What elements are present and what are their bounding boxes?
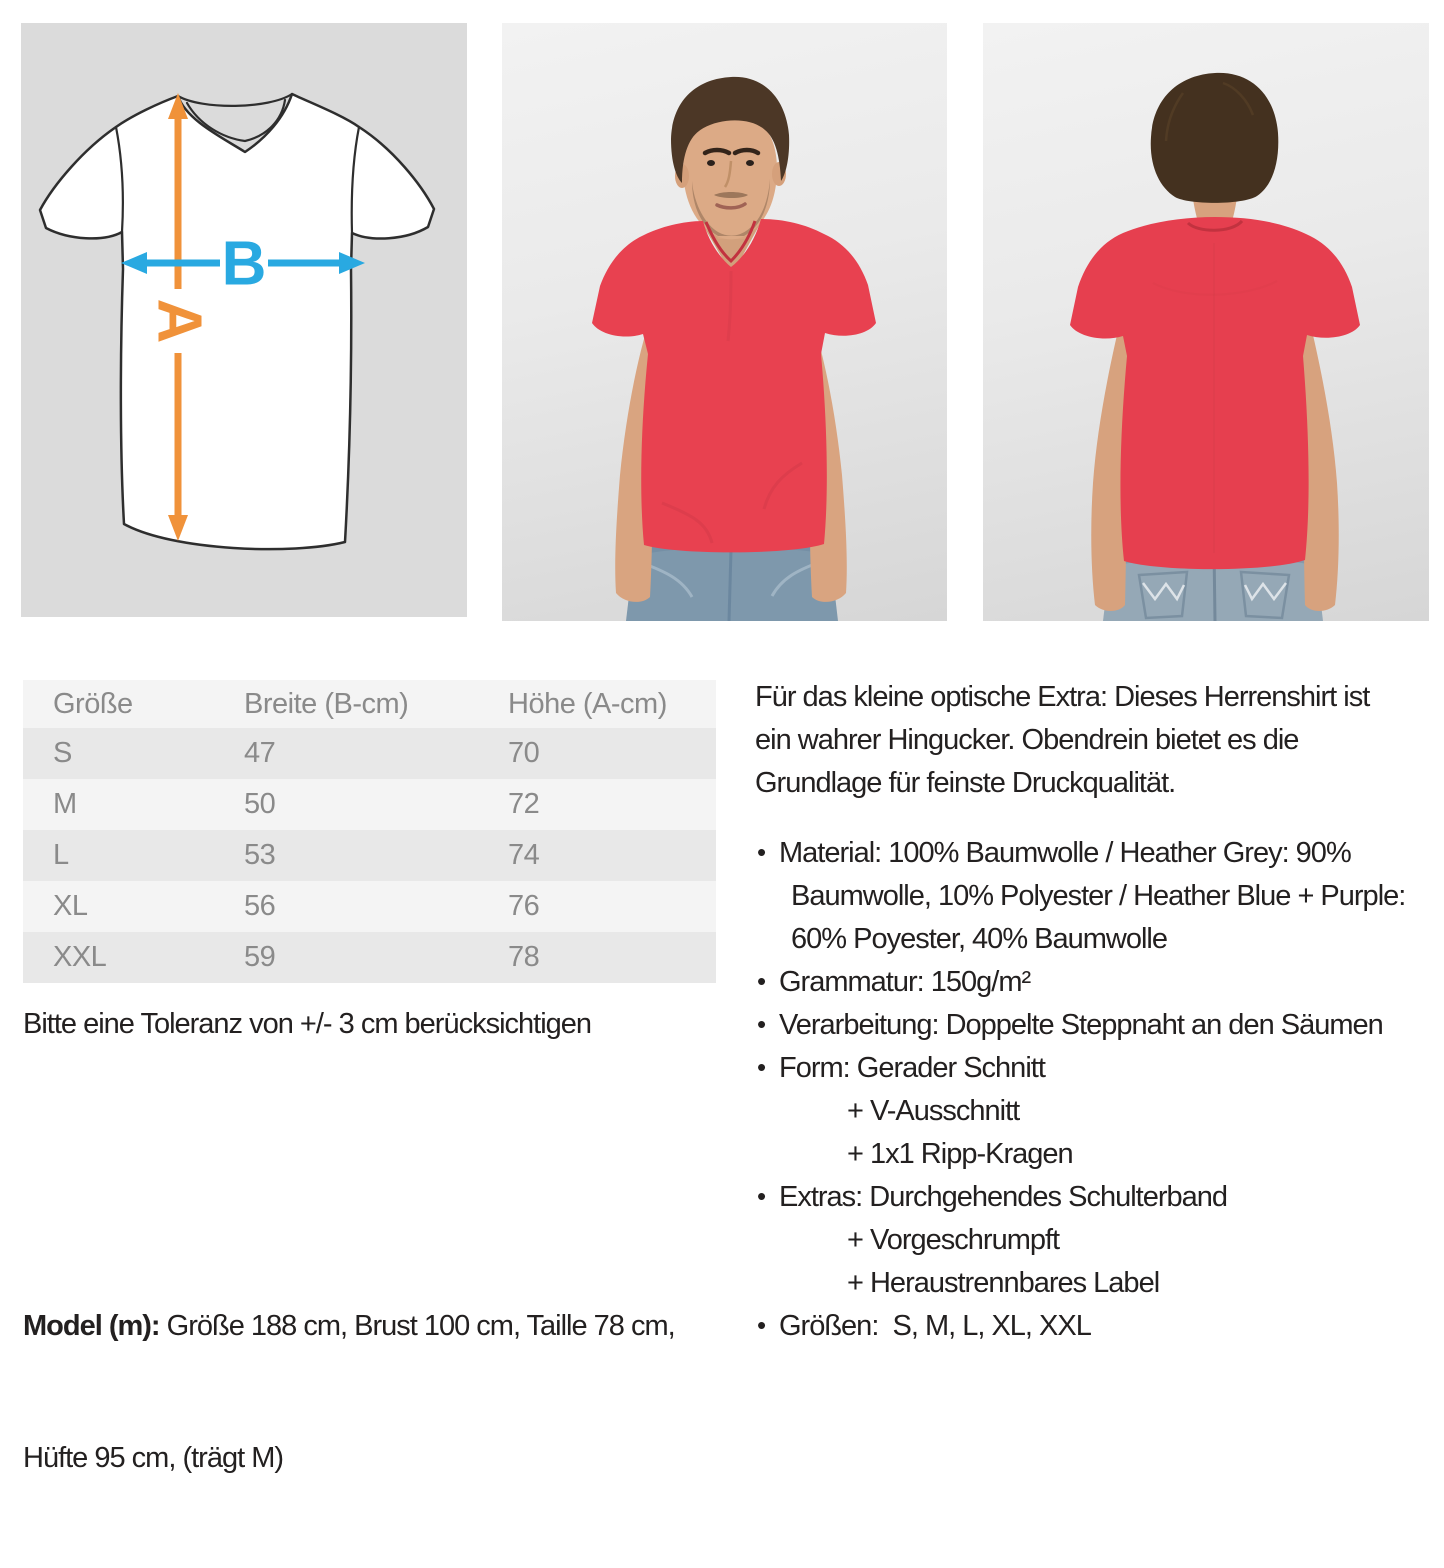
bullet-text: Extras: Durchgehendes Schulterband bbox=[779, 1181, 1228, 1213]
size-cell: XL bbox=[53, 890, 88, 922]
width-cell: 53 bbox=[244, 839, 276, 871]
bullet-item-verarbeitung bbox=[755, 1004, 1405, 1047]
bullet-item-material-cont bbox=[755, 875, 1405, 918]
desc-intro-line: ein wahrer Hingucker. Obendrein bietet es die bbox=[755, 724, 1299, 756]
size-cell: M bbox=[53, 788, 77, 820]
table-row-l bbox=[23, 830, 716, 881]
bullet-icon: • bbox=[757, 837, 766, 867]
bullet-text: Form: Gerader Schnitt bbox=[779, 1052, 1045, 1084]
hair-back bbox=[1151, 73, 1279, 203]
size-diagram-graphic bbox=[21, 23, 467, 617]
table-header-row bbox=[23, 680, 716, 728]
bullet-icon: • bbox=[757, 966, 766, 996]
model-info-label: Model (m): bbox=[23, 1310, 160, 1342]
desc-intro-line: Grundlage für feinste Druckqualität. bbox=[755, 767, 1176, 799]
bullet-text: + 1x1 Ripp-Kragen bbox=[847, 1138, 1073, 1170]
size-cell: XXL bbox=[53, 941, 107, 973]
height-cell: 78 bbox=[508, 941, 540, 973]
bullet-subitem bbox=[755, 1262, 1405, 1305]
table-row-xl bbox=[23, 881, 716, 932]
bullet-subitem bbox=[755, 1133, 1405, 1176]
bullet-item-material bbox=[755, 832, 1405, 875]
model-info-line2: Hüfte 95 cm, (trägt M) bbox=[23, 1442, 284, 1474]
bullet-item-material-cont bbox=[755, 918, 1405, 961]
col-header-width: Breite (B-cm) bbox=[244, 687, 409, 720]
arrow-a-label: A bbox=[144, 298, 214, 344]
head-front bbox=[671, 77, 789, 239]
bullet-icon: • bbox=[757, 1181, 766, 1211]
bullet-text: 60% Poyester, 40% Baumwolle bbox=[791, 923, 1167, 955]
bullet-item-form bbox=[755, 1047, 1405, 1090]
bullet-icon: • bbox=[757, 1009, 766, 1039]
table-row-s bbox=[23, 728, 716, 779]
height-cell: 76 bbox=[508, 890, 540, 922]
tolerance-note: Bitte eine Toleranz von +/- 3 cm berücksichtigen bbox=[23, 1008, 592, 1040]
bullet-subitem bbox=[755, 1219, 1405, 1262]
product-description bbox=[755, 676, 1405, 1348]
table-row-xxl bbox=[23, 932, 716, 983]
width-cell: 56 bbox=[244, 890, 276, 922]
desc-intro-line: Für das kleine optische Extra: Dieses Herrenshirt ist bbox=[755, 681, 1370, 713]
model-info-line1 bbox=[23, 1304, 675, 1348]
width-cell: 47 bbox=[244, 737, 276, 769]
size-cell: S bbox=[53, 737, 72, 769]
bullet-icon: • bbox=[757, 1052, 766, 1082]
bullet-item-extras bbox=[755, 1176, 1405, 1219]
bullet-text: Verarbeitung: Doppelte Steppnaht an den Säumen bbox=[779, 1009, 1383, 1041]
model-info-measurements: Größe 188 cm, Brust 100 cm, Taille 78 cm, bbox=[159, 1310, 675, 1342]
model-front-illustration bbox=[502, 23, 947, 621]
tshirt-outline bbox=[40, 94, 434, 549]
table-row-m bbox=[23, 779, 716, 830]
bullet-subitem bbox=[755, 1090, 1405, 1133]
model-info bbox=[23, 1216, 675, 1568]
bullet-text: Grammatur: 150g/m² bbox=[779, 966, 1031, 998]
bullet-text: Material: 100% Baumwolle / Heather Grey: 90% bbox=[779, 837, 1351, 869]
model-back-illustration bbox=[983, 23, 1429, 621]
bullet-text: + Vorgeschrumpft bbox=[847, 1224, 1060, 1256]
bullet-item-grammatur bbox=[755, 961, 1405, 1004]
width-cell: 50 bbox=[244, 788, 276, 820]
bullet-icon: • bbox=[757, 1310, 766, 1340]
height-cell: 72 bbox=[508, 788, 540, 820]
size-table bbox=[23, 680, 716, 983]
eye-left bbox=[707, 160, 715, 166]
bullet-text: + V-Ausschnitt bbox=[847, 1095, 1020, 1127]
height-cell: 70 bbox=[508, 737, 540, 769]
bullet-text: + Heraustrennbares Label bbox=[847, 1267, 1160, 1299]
bullet-item-groessen bbox=[755, 1305, 1405, 1348]
width-cell: 59 bbox=[244, 941, 276, 973]
col-header-size: Größe bbox=[53, 687, 133, 720]
product-photo-back bbox=[983, 23, 1429, 621]
size-cell: L bbox=[53, 839, 69, 871]
size-diagram bbox=[21, 23, 467, 617]
bullet-text: Baumwolle, 10% Polyester / Heather Blue + Purple: bbox=[791, 880, 1406, 912]
eye-right bbox=[746, 160, 754, 166]
bullet-text: Größen: S, M, L, XL, XXL bbox=[779, 1310, 1091, 1342]
col-header-height: Höhe (A-cm) bbox=[508, 687, 667, 720]
arrow-b-label: B bbox=[221, 229, 267, 299]
height-cell: 74 bbox=[508, 839, 540, 871]
product-photo-front bbox=[502, 23, 947, 621]
